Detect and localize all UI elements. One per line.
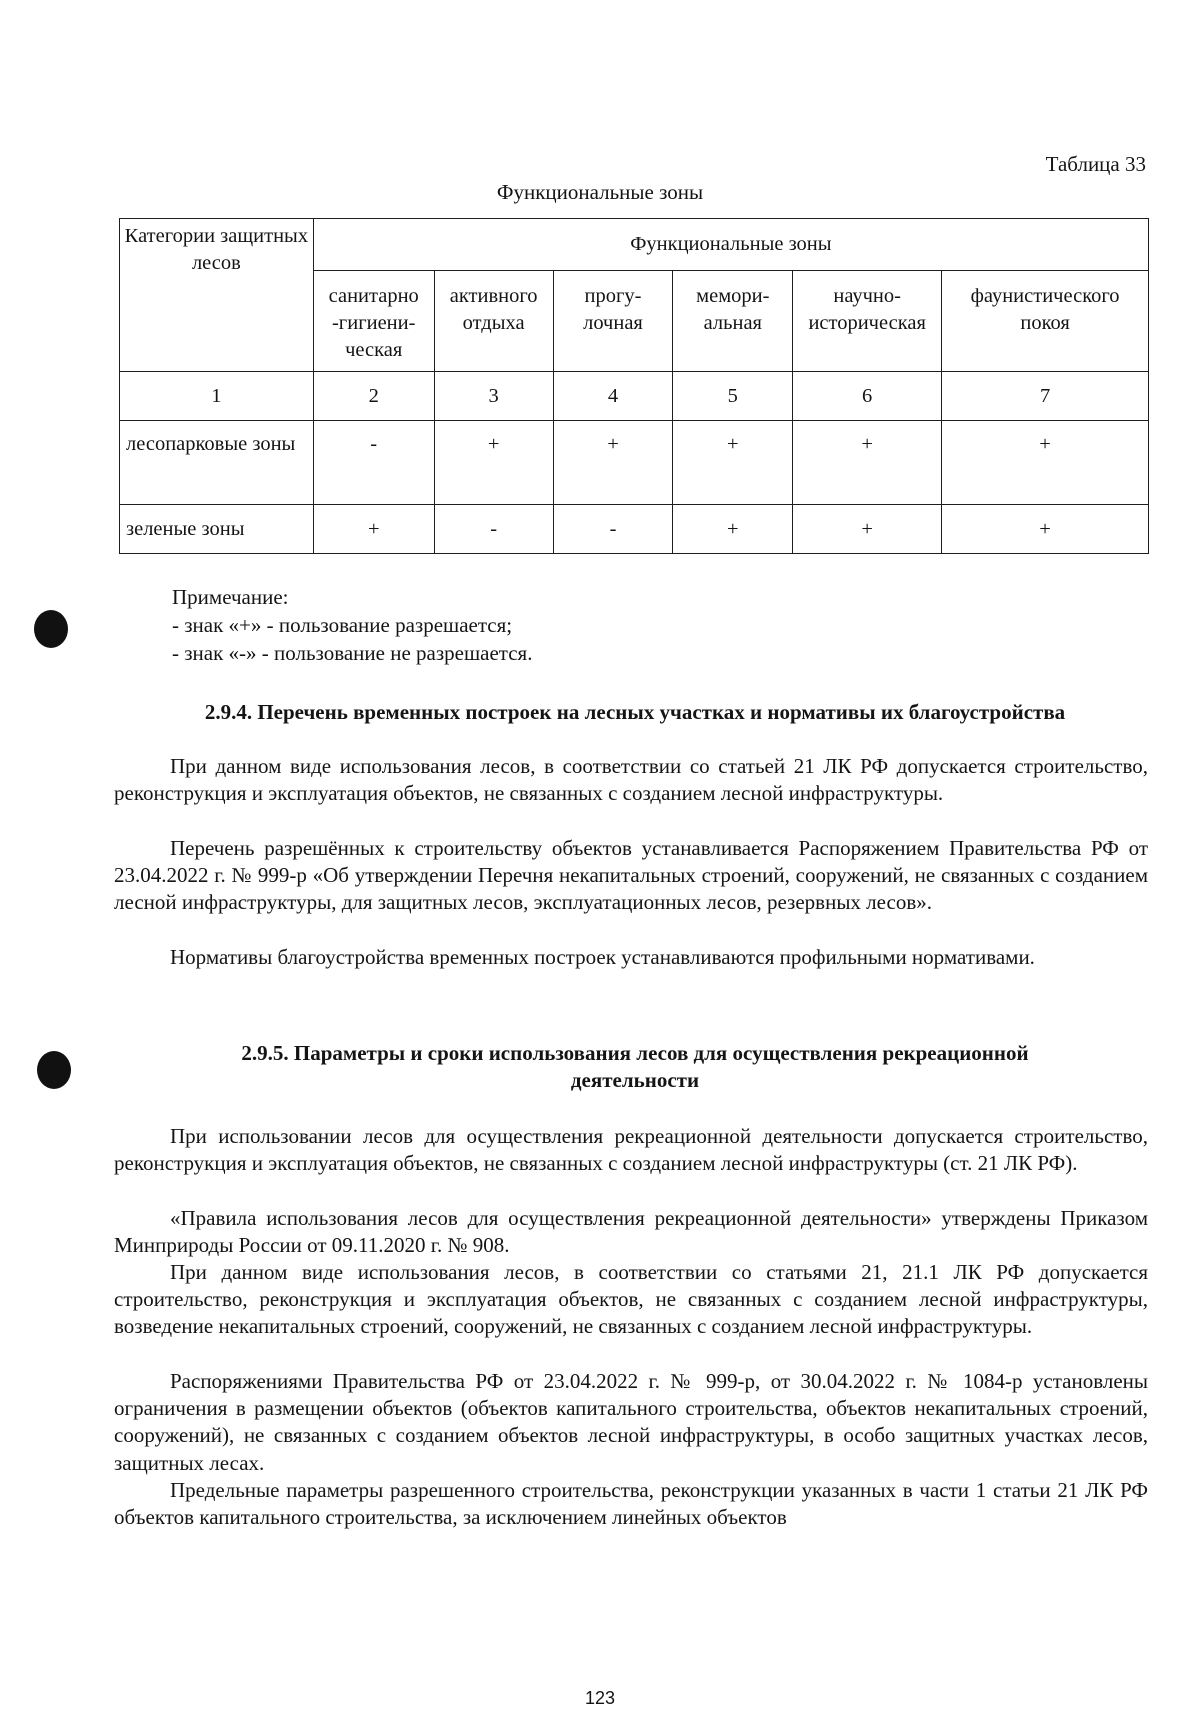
table-header-row [120, 219, 1149, 271]
table-cell: + [942, 505, 1149, 554]
column-header-scientific-historical: научно-историческая [793, 271, 942, 372]
column-number: 1 [120, 372, 314, 421]
page-number: 123 [584, 1688, 616, 1708]
table-cell: + [673, 505, 793, 554]
note-line-plus: - знак «+» - пользование разрешается; [172, 613, 513, 637]
section-294-heading: 2.9.4. Перечень временных построек на лесных участках и нормативы их благоустройства [204, 700, 1066, 724]
column-number: 7 [942, 372, 1149, 421]
section-294-paragraph-1: При данном виде использования лесов, в соответствии со статьей 21 ЛК РФ допускается строительство, реконструкция и эксплуатация объектов, не связанных с созданием лесной инфраструктуры. [114, 754, 1148, 806]
table-cell: - [434, 505, 553, 554]
table-number: Таблица 33 [1045, 152, 1146, 176]
column-header-walking: прогу-лочная [553, 271, 673, 372]
column-number: 3 [434, 372, 553, 421]
table-cell: + [434, 421, 553, 505]
table-cell: + [793, 505, 942, 554]
table-note [172, 583, 532, 667]
table-caption: Функциональные зоны [496, 180, 704, 204]
table-cell: + [313, 505, 434, 554]
section-294-paragraph-2: Перечень разрешённых к строительству объектов устанавливается Распоряжением Правительства РФ от 23.04.2022 г. № 999-р «Об утверждении Перечня некапитальных строений, сооружений, не связанных с созданием лесной инфраструктуры, для защитных лесов, эксплуатационных лесов, резервных лесов». [114, 836, 1148, 915]
section-295-paragraph-3: При данном виде использования лесов, в соответствии со статьями 21, 21.1 ЛК РФ допускается строительство, реконструкция и эксплуатация объектов, не связанных с созданием лесной инфраструктуры, возведение некапитальных строений, сооружений, не связанных с созданием лесной инфраструктуры. [114, 1260, 1148, 1339]
section-295-paragraph-2: «Правила использования лесов для осуществления рекреационной деятельности» утверждены Приказом Минприроды России от 09.11.2020 г. № 908. [114, 1206, 1148, 1258]
table-cell: + [553, 421, 673, 505]
column-header-active-rest: активного отдыха [434, 271, 553, 372]
column-header-sanitary: санитарно -гигиени-ческая [313, 271, 434, 372]
section-295-heading-line-2: деятельности [570, 1068, 700, 1092]
section-295-paragraph-5: Предельные параметры разрешенного строительства, реконструкции указанных в части 1 статьи 21 ЛК РФ объектов капитального строительства, за исключением линейных объектов [114, 1478, 1148, 1530]
table-cell: + [673, 421, 793, 505]
row-category-forest-park: лесопарковые зоны [120, 421, 314, 505]
table-cell: - [313, 421, 434, 505]
column-number: 6 [793, 372, 942, 421]
section-295-paragraph-4: Распоряжениями Правительства РФ от 23.04.2022 г. № 999-р, от 30.04.2022 г. № 1084-р установлены ограничения в размещении объектов (объектов капитального строительства, объектов некапитальных строений, сооружений), не связанных с созданием объектов лесной инфраструктуры, в особо защитных участках лесов, защитных лесах. [114, 1369, 1148, 1475]
header-category [120, 219, 314, 372]
column-number: 2 [313, 372, 434, 421]
header-category-label: Категории защитных лесов [124, 225, 309, 274]
functional-zones-table [119, 218, 1149, 554]
table-cell: - [553, 505, 673, 554]
column-header-memorial: мемори-альная [673, 271, 793, 372]
column-number: 5 [673, 372, 793, 421]
punch-hole-mark [37, 1051, 71, 1089]
section-295-heading-line-1: 2.9.5. Параметры и сроки использования лесов для осуществления рекреационной [241, 1041, 1029, 1065]
table-cell: + [942, 421, 1149, 505]
table-cell: + [793, 421, 942, 505]
note-title: Примечание: [172, 585, 289, 609]
punch-hole-mark [34, 610, 68, 648]
table-row [120, 421, 1149, 505]
section-294-paragraph-3: Нормативы благоустройства временных построек устанавливаются профильными нормативами. [170, 945, 1035, 969]
table-row [120, 505, 1149, 554]
note-line-minus: - знак «-» - пользование не разрешается. [172, 641, 533, 665]
header-zones: Функциональные зоны [313, 219, 1148, 271]
row-category-green-zones: зеленые зоны [120, 505, 314, 554]
section-295-paragraph-1: При использовании лесов для осуществления рекреационной деятельности допускается строительство, реконструкция и эксплуатация объектов, не связанных с созданием лесной инфраструктуры (ст. 21 ЛК РФ). [114, 1124, 1148, 1176]
column-number: 4 [553, 372, 673, 421]
column-header-faunistic-rest: фаунистического покоя [942, 271, 1149, 372]
section-295-heading [120, 1040, 1150, 1094]
table-number-row [120, 372, 1149, 421]
